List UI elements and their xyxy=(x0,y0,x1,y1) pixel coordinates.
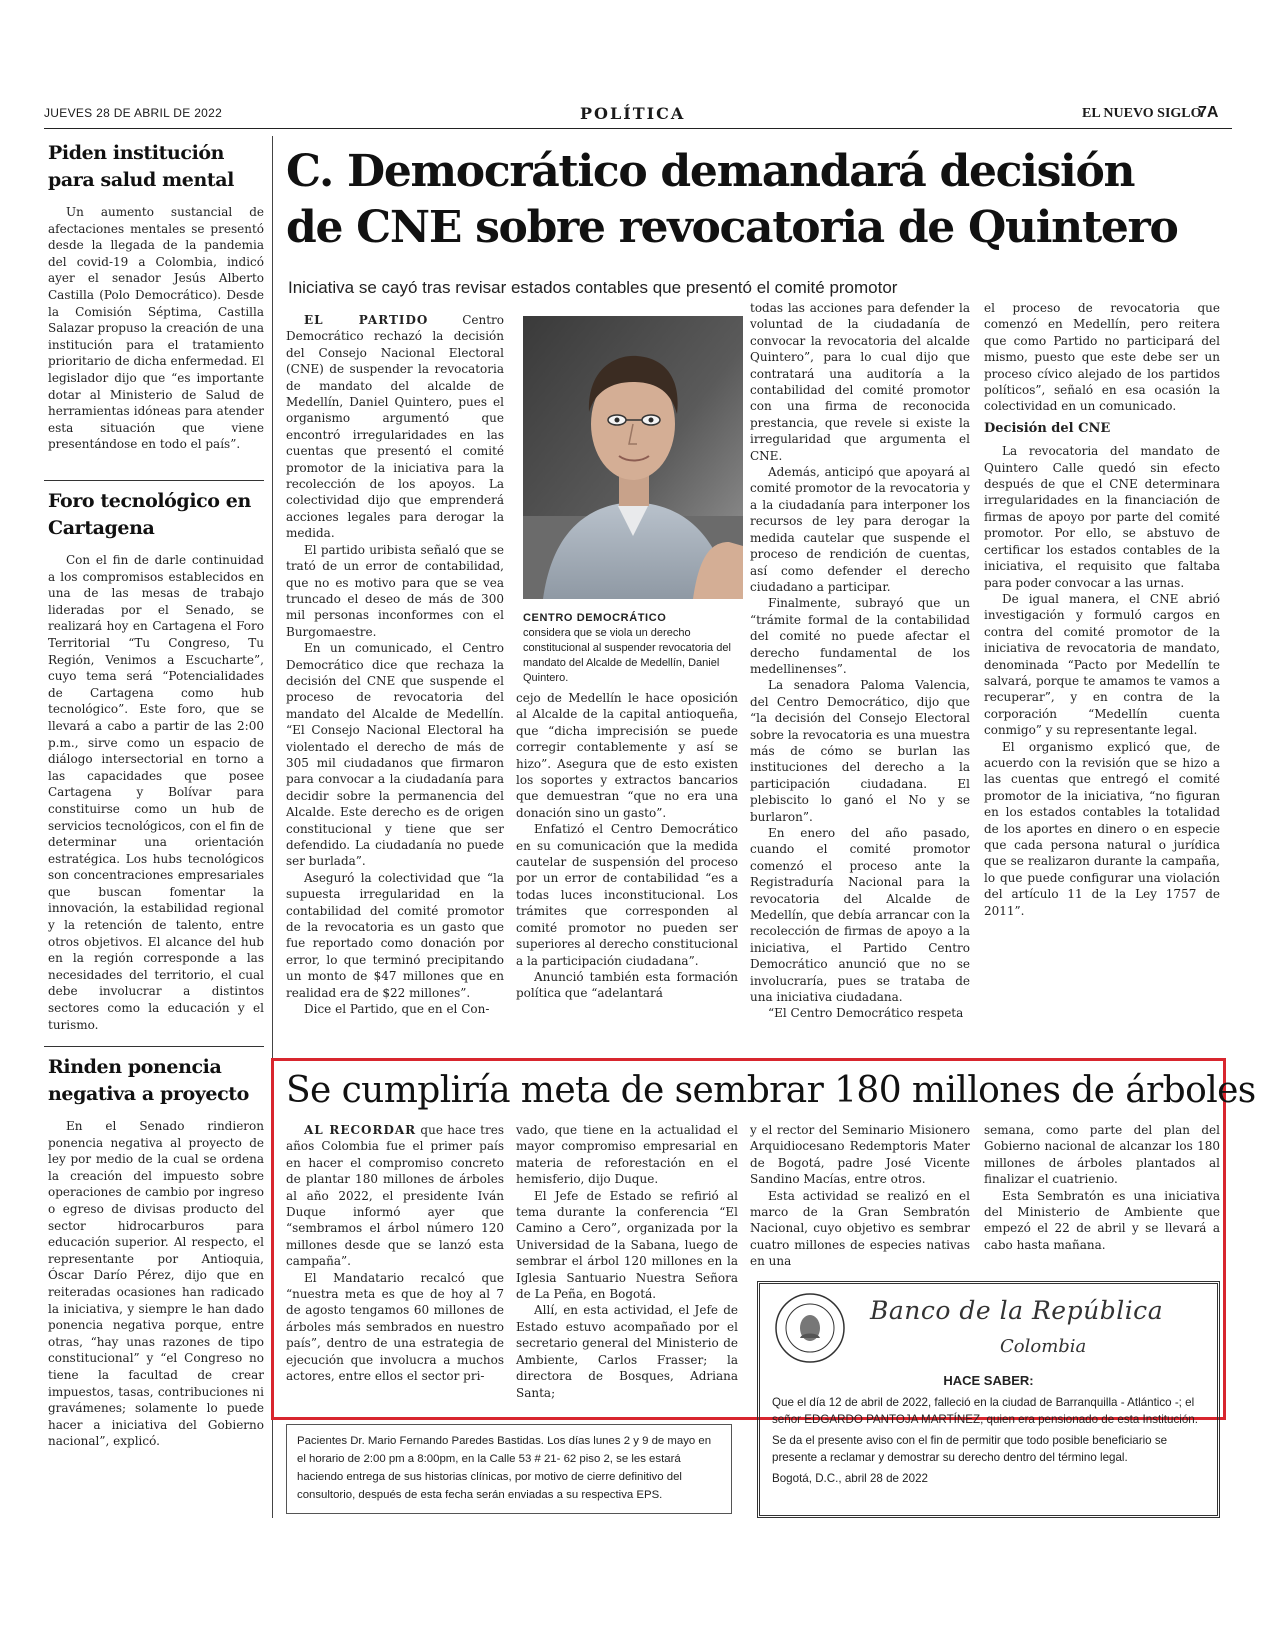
page-date: JUEVES 28 DE ABRIL DE 2022 xyxy=(44,106,223,120)
article-paragraph: “El Centro Democrático respeta xyxy=(768,1006,964,1021)
bank-name: Banco de la República xyxy=(870,1296,1164,1325)
main-article-column-3 xyxy=(750,300,970,1022)
main-headline xyxy=(286,144,1226,256)
bank-seal-icon xyxy=(774,1292,846,1364)
portrait-image xyxy=(523,316,743,599)
notice-paragraph: Se da el presente aviso con el fin de permitir que todo posible beneficiario se presente a reclamar y demostrar su derecho dentro del término legal. xyxy=(772,1434,1168,1464)
brief-body: Con el fin de darle continuidad a los compromisos establecidos en una de las mesas de trabajo lideradas por el Senado, se realizará hoy en Cartagena el Foro Territorial “Tu Congreso, Tu Región, Venimos a Escucharte”, cuyo tema será “Potencialidades de Cartagena como hub tecnológico”. Este foro, que se llevará a cabo a partir de las 2:00 p.m., sirve como un espacio de diálogo intersectorial en torno a las capacidades que posee Cartagena y Bolívar para constituirse como un hub de servicios tecnológicos, con el fin de determinar una orientación estratégica. Los hubs tecnológicos son concentraciones empresariales que buscan fomentar la innovación, la estabilidad regional y la retención de talento, entre otros objetivos. El alcance del hub en la región corresponde a las necesidades del territorio, el cual debe involucrar a distintos sectores como la educación y el turismo. xyxy=(48,553,264,1032)
article-paragraph: Esta Sembratón es una iniciativa del Ministerio de Ambiente que empezó el 22 de abril y se llevará a cabo hasta mañana. xyxy=(984,1188,1220,1252)
second-article-column-4 xyxy=(984,1122,1220,1253)
brief-body: Un aumento sustancial de afectaciones mentales se presentó desde la llegada de la pandemia del covid-19 a Colombia, indicó ayer el senador Jesús Alberto Castilla (Polo Democrático). Desde la Comisión Séptima, Castilla Salazar propuso la creación de una institución para el tratamiento prioritario de dicha enfermedad. El legislador dijo que “es importante dotar al Ministerio de Salud de herramientas idóneas para atender esta situación que viene presentándose en todo el país”. xyxy=(48,205,264,452)
photo-daniel-quintero xyxy=(523,316,743,599)
caption-label: CENTRO DEMOCRÁTICO xyxy=(523,612,667,624)
bank-notice xyxy=(757,1281,1220,1518)
article-paragraph: En enero del año pasado, cuando el comité promotor comenzó el proceso ante la Registraduría Nacional para la revocatoria del Alcalde de Medellín, que debía arrancar con la recolección de firmas de apoyo a la iniciativa, el Partido Centro Democrático anunció que no se involucraría, pues se trataba de una iniciativa ciudadana. xyxy=(750,826,970,1005)
headline-line: C. Democrático demandará decisión xyxy=(286,146,1135,197)
article-paragraph: Dice el Partido, que en el Con- xyxy=(304,1002,490,1017)
article-paragraph: Allí, en esta actividad, el Jefe de Estado estuvo acompañado por el secretario general del Ministerio de Ambiente, Carlos Frasser; la directora de Bosques, Adriana Santa; xyxy=(516,1303,738,1400)
article-paragraph: El Jefe de Estado se refirió al tema durante la conferencia “El Camino a Cero”, organizada por la Universidad de la Sabana, luego de sembrar el árbol 120 millones en la Iglesia Santuario Nuestra Señora de La Peña, en Bogotá. xyxy=(516,1188,738,1302)
second-article-column-1 xyxy=(286,1122,504,1385)
article-paragraph: EL PARTIDO Centro Democrático rechazó la decisión del Consejo Nacional Electoral (CNE) de suspender la revocatoria de mandato del alcalde de Medellín, Daniel Quintero, pues el organismo argumentó que encontró irregularidades en las cuentas que presentó el comité promotor de la iniciativa para la recolección de los apoyos. La colectividad dijo que emprenderá acciones legales para derogar la medida. xyxy=(286,313,504,541)
article-paragraph: semana, como parte del plan del Gobierno nacional de alcanzar los 180 millones de árboles plantados al finalizar el cuatrienio. xyxy=(984,1123,1220,1187)
bank-country: Colombia xyxy=(1000,1336,1087,1357)
article-paragraph: el proceso de revocatoria que comenzó en Medellín, pero reitera que como Partido no participará del mismo, puesto que este debe ser un proceso cívico alejado de los partidos políticos”, señaló en esa ocasión la colectividad en un comunicado. xyxy=(984,301,1220,414)
second-article-column-2 xyxy=(516,1122,738,1401)
page-number: 7A xyxy=(1198,104,1219,121)
article-paragraph: Esta actividad se realizó en el marco de la Gran Sembratón Nacional, cuyo objetivo es sembrar cuatro millones de especies nativas en una xyxy=(750,1188,970,1269)
lead-caps: EL PARTIDO xyxy=(304,313,429,327)
brief-title: Rinden ponencia negativa a proyecto xyxy=(48,1056,249,1105)
lead-caps: AL RECORDAR xyxy=(304,1123,417,1137)
article-paragraph: Finalmente, subrayó que un “trámite formal de la contabilidad del comité no puede afectar el derecho fundamental de los medellinenses”. xyxy=(750,596,970,676)
photo-caption xyxy=(523,611,753,686)
brief-body: En el Senado rindieron ponencia negativa al proyecto de ley por medio de la cual se ordena la creación del impuesto sobre operaciones de cambio por ingreso o egreso de divisas producto del sector hidrocarburos para educación superior. Al respecto, el representante por Antioquia, Óscar Darío Pérez, dijo que en reiteradas ocasiones han radicado la iniciativa, y siempre le han dado ponencia negativa porque, entre otras, “hay unas razones de tipo constitucional” y “el Congreso no tiene la facultad de crear impuestos, tasas, contribuciones ni gravámenes; solamente lo puede hacer a iniciativa del Gobierno nacional”, explicó. xyxy=(48,1119,264,1449)
article-paragraph: Anunció también esta formación política que “adelantará xyxy=(516,969,738,1001)
main-article-column-1 xyxy=(286,312,504,1017)
section-name: POLÍTICA xyxy=(580,104,686,123)
article-paragraph: cejo de Medellín le hace oposición al Alcalde de la capital antioqueña, que “dicha imprecisión se puede corregir contablemente y así se hizo”. Asegura que de esto existen los soportes y extractos bancarios que demuestran “que no era una donación sino un gasto”. xyxy=(516,691,738,820)
article-paragraph: Enfatizó el Centro Democrático en su comunicación que la medida cautelar de suspensión del proceso por un error de contabilidad “es a todas luces inconstitucional. Los trámites que corresponden al comité promotor no pueden ser superiores al derecho constitucional a la participación ciudadana”. xyxy=(516,822,738,968)
second-article-column-3 xyxy=(750,1122,970,1270)
second-headline: Se cumpliría meta de sembrar 180 millones de árboles xyxy=(286,1070,1256,1111)
header-rule xyxy=(44,128,1232,129)
article-paragraph: Aseguró la colectividad que “la supuesta irregularidad en la contabilidad del comité promotor de la revocatoria es un gasto que fue reportado como donación por error, lo que terminó precipitando un monto de $47 millones que en realidad era de $22 millones”. xyxy=(286,870,504,1000)
article-paragraph: En un comunicado, el Centro Democrático dice que rechaza la decisión del CNE que suspende el proceso de revocatoria del mandato del Alcalde de Medellín. “El Consejo Nacional Electoral ha violentado el derecho de más de 305 mil ciudadanos que firmaron para convocar a la ciudadanía para decidir sobre la permanencia del Alcalde. Este derecho es de origen constitucional y tiene que ser defendido. La ciudadanía no puede ser burlada”. xyxy=(286,641,504,869)
article-subhead: Decisión del CNE xyxy=(984,420,1111,436)
headline-line: de CNE sobre revocatoria de Quintero xyxy=(286,202,1178,253)
article-paragraph: El partido uribista señaló que se trató de un error de contabilidad, que no es motivo para que se vea truncado el deseo de más de 300 mil personas inconformes con el Burgomaestre. xyxy=(286,542,504,639)
brief-divider xyxy=(44,480,264,481)
main-subheadline: Iniciativa se cayó tras revisar estados contables que presentó el comité promotor xyxy=(288,278,898,297)
article-paragraph: y el rector del Seminario Misionero Arquidiocesano Redemptoris Mater de Bogotá, padre José Vicente Sandino Macías, entre otros. xyxy=(750,1123,970,1187)
notice-date: Bogotá, D.C., abril 28 de 2022 xyxy=(772,1472,928,1485)
brief-tech-forum xyxy=(48,488,264,1033)
article-paragraph: AL RECORDAR que hace tres años Colombia fue el primer país en hacer el compromiso concreto de plantar 180 millones de árboles al año 2022, el presidente Iván Duque informó ayer que “sembramos el árbol número 120 millones desde que se lanzó esta campaña”. xyxy=(286,1123,504,1269)
brief-negative-report xyxy=(48,1054,264,1450)
article-paragraph: vado, que tiene en la actualidad el mayor compromiso empresarial en materia de reforestación en el hemisferio, dijo Duque. xyxy=(516,1123,738,1187)
article-paragraph: El organismo explicó que, de acuerdo con la revisión que se hizo a las cuentas que entregó el comité promotor de la iniciativa, “no figuran en los estados contables la totalidad de los aportes en dinero o en especie que cada persona natural o jurídica que se realizaron durante la campaña, lo que puede configurar una violación del artículo 11 de la Ley 1757 de 2011”. xyxy=(984,739,1220,918)
article-paragraph: La senadora Paloma Valencia, del Centro Democrático, dijo que “la decisión del Consejo Electoral sobre la revocatoria es una muestra más de cómo se burlan las instituciones del derecho a la participación ciudadana. El plebiscito lo ganó el No y se burlaron”. xyxy=(750,678,970,824)
brief-title: Piden institución para salud mental xyxy=(48,142,234,191)
clinic-notice: Pacientes Dr. Mario Fernando Paredes Bastidas. Los días lunes 2 y 9 de mayo en el horario de 2:00 pm a 8:00pm, en la Calle 53 # 21- 62 piso 2, se les estará haciendo entrega de sus historias clínicas, por motivo de cierre definitivo del consultorio, después de esta fecha serán enviadas a su respectiva EPS. xyxy=(286,1424,732,1514)
main-article-column-2 xyxy=(516,690,738,1002)
brief-mental-health xyxy=(48,140,264,453)
article-paragraph: La revocatoria del mandato de Quintero Calle quedó sin efecto después de que el CNE determinara irregularidades en la financiación de firmas de apoyo por parte del comité promotor. Por ello, se abstuvo de certificar los estados contables de la iniciativa, el requisito que faltaba para poder convocar a las urnas. xyxy=(984,444,1220,590)
article-paragraph: De igual manera, el CNE abrió investigación y formuló cargos en contra del comité promotor de la iniciativa de revocatoria de mandato, denominada “Pacto por Medellín te salvará, porque te amamos te vamos a recuperar”, y en contra de la corporación “Medellín cuenta conmigo” y su representante legal. xyxy=(984,591,1220,738)
article-paragraph: Además, anticipó que apoyará al comité promotor de la revocatoria y a la ciudadanía para interponer los recursos de ley para derogar la medida cautelar que suspende el proceso de rendición de cuentas, así como defender el derecho ciudadano a participar. xyxy=(750,465,970,594)
article-paragraph: todas las acciones para defender la voluntad de la ciudadanía de convocar la revocatoria del alcalde Quintero”, para lo cual dijo que contratará una auditoría a la contabilidad del comité promotor con una firma de reconocida prestancia, que revele si existe la irregularidad que argumenta el CNE. xyxy=(750,301,970,463)
brief-divider xyxy=(44,1046,264,1047)
notice-paragraph: Que el día 12 de abril de 2022, falleció en la ciudad de Barranquilla - Atlántico -; el señor EDGARDO PANTOJA MARTÍNEZ, quien era pensionado de esta Institución. xyxy=(772,1396,1198,1426)
notice-heading: HACE SABER: xyxy=(943,1373,1034,1388)
caption-text: considera que se viola un derecho constitucional al suspender revocatoria del mandato del Alcalde de Medellín, Daniel Quintero. xyxy=(523,627,731,684)
brief-title: Foro tecnológico en Cartagena xyxy=(48,490,251,539)
newspaper-name: EL NUEVO SIGLO xyxy=(1082,106,1202,121)
notice-body xyxy=(772,1394,1207,1491)
article-paragraph: El Mandatario recalcó que “nuestra meta es que de hoy al 7 de agosto tengamos 60 millones de árboles más sembrados en nuestro país”, dentro de una estrategia de ejecución que involucra a muchos actores, entre ellos el sector pri- xyxy=(286,1270,504,1384)
main-article-column-4 xyxy=(984,300,1220,919)
